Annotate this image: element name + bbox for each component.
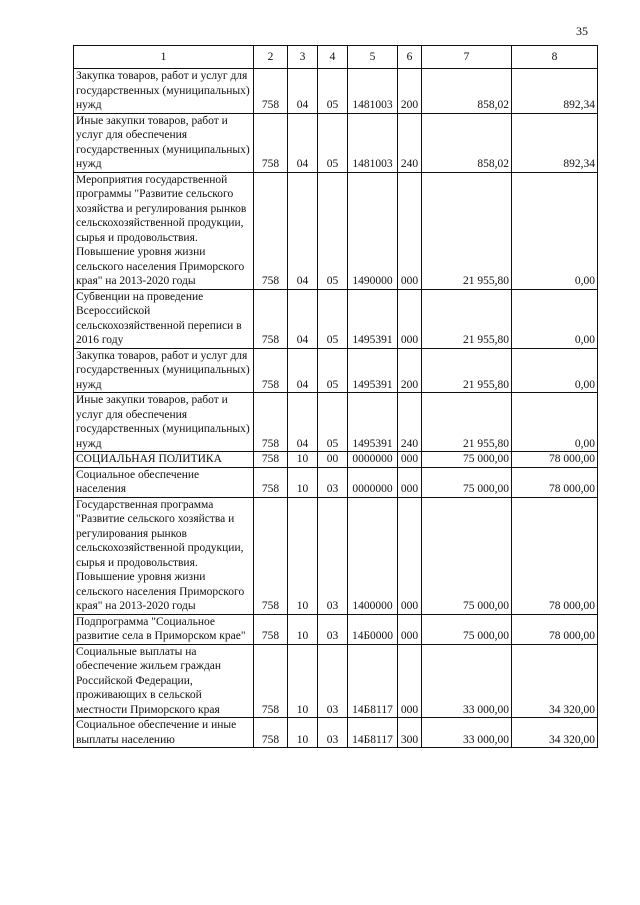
expense-type-cell: 200 <box>398 348 422 393</box>
table-row <box>74 172 598 289</box>
target-code-cell: 1400000 <box>348 497 398 614</box>
section-code-cell: 04 <box>288 348 318 393</box>
expense-type-cell: 300 <box>398 718 422 748</box>
target-code-cell: 1490000 <box>348 172 398 289</box>
subsection-code-cell: 05 <box>318 393 348 452</box>
amount-col8-cell: 78 000,00 <box>512 467 598 497</box>
section-code-cell: 04 <box>288 289 318 348</box>
target-code-cell: 0000000 <box>348 452 398 468</box>
amount-col7-cell: 75 000,00 <box>422 452 512 468</box>
expense-type-cell: 000 <box>398 467 422 497</box>
amount-col7-cell: 75 000,00 <box>422 497 512 614</box>
amount-col8-cell: 892,34 <box>512 113 598 172</box>
table-row <box>74 69 598 114</box>
amount-col8-cell: 892,34 <box>512 69 598 114</box>
amount-col7-cell: 21 955,80 <box>422 348 512 393</box>
row-name-cell: Подпрограмма "Социальное развитие села в Приморском крае" <box>74 614 254 644</box>
amount-col8-cell: 34 320,00 <box>512 644 598 718</box>
amount-col7-cell: 21 955,80 <box>422 172 512 289</box>
row-name-cell: Иные закупки товаров, работ и услуг для обеспечения государственных (муниципальных) нужд <box>74 393 254 452</box>
page-number: 35 <box>576 24 588 38</box>
ministry-code-cell: 758 <box>254 718 288 748</box>
table-row <box>74 497 598 614</box>
amount-col8-cell: 78 000,00 <box>512 452 598 468</box>
amount-col8-cell: 0,00 <box>512 348 598 393</box>
subsection-code-cell: 00 <box>318 452 348 468</box>
row-name-cell: Социальное обеспечение и иные выплаты населению <box>74 718 254 748</box>
row-name-cell: Субвенции на проведение Всероссийской сельскохозяйственной переписи в 2016 году <box>74 289 254 348</box>
amount-col7-cell: 21 955,80 <box>422 393 512 452</box>
subsection-code-cell: 03 <box>318 497 348 614</box>
header-cell: 4 <box>318 46 348 69</box>
row-name-cell: Мероприятия государственной программы "Развитие сельского хозяйства и регулирования рынков сельскохозяйственной продукции, сырья и продовольствия. Повышение уровня жизни сельского населения Приморского края" на 2013-2020 годы <box>74 172 254 289</box>
table-row <box>74 644 598 718</box>
section-code-cell: 10 <box>288 452 318 468</box>
table-row <box>74 452 598 468</box>
target-code-cell: 1481003 <box>348 113 398 172</box>
ministry-code-cell: 758 <box>254 113 288 172</box>
ministry-code-cell: 758 <box>254 289 288 348</box>
amount-col8-cell: 78 000,00 <box>512 497 598 614</box>
expense-type-cell: 240 <box>398 113 422 172</box>
target-code-cell: 14Б8117 <box>348 644 398 718</box>
table-row <box>74 393 598 452</box>
target-code-cell: 1495391 <box>348 393 398 452</box>
expense-type-cell: 000 <box>398 172 422 289</box>
expense-type-cell: 240 <box>398 393 422 452</box>
row-name-cell: СОЦИАЛЬНАЯ ПОЛИТИКА <box>74 452 254 468</box>
ministry-code-cell: 758 <box>254 614 288 644</box>
amount-col8-cell: 34 320,00 <box>512 718 598 748</box>
header-cell: 7 <box>422 46 512 69</box>
expense-type-cell: 000 <box>398 644 422 718</box>
amount-col8-cell: 0,00 <box>512 172 598 289</box>
subsection-code-cell: 05 <box>318 69 348 114</box>
amount-col7-cell: 33 000,00 <box>422 718 512 748</box>
subsection-code-cell: 03 <box>318 718 348 748</box>
header-cell: 2 <box>254 46 288 69</box>
subsection-code-cell: 05 <box>318 289 348 348</box>
row-name-cell: Иные закупки товаров, работ и услуг для обеспечения государственных (муниципальных) нужд <box>74 113 254 172</box>
table-row <box>74 348 598 393</box>
header-cell: 8 <box>512 46 598 69</box>
row-name-cell: Государственная программа "Развитие сельского хозяйства и регулирования рынков сельскохозяйственной продукции, сырья и продовольствия. Повышение уровня жизни сельского населения Приморского края" на 2013-2020 годы <box>74 497 254 614</box>
header-cell: 6 <box>398 46 422 69</box>
section-code-cell: 04 <box>288 172 318 289</box>
ministry-code-cell: 758 <box>254 393 288 452</box>
subsection-code-cell: 05 <box>318 113 348 172</box>
header-cell: 5 <box>348 46 398 69</box>
section-code-cell: 10 <box>288 614 318 644</box>
section-code-cell: 10 <box>288 467 318 497</box>
table-row <box>74 289 598 348</box>
amount-col7-cell: 858,02 <box>422 69 512 114</box>
amount-col7-cell: 21 955,80 <box>422 289 512 348</box>
ministry-code-cell: 758 <box>254 497 288 614</box>
section-code-cell: 04 <box>288 113 318 172</box>
table-row <box>74 467 598 497</box>
amount-col7-cell: 75 000,00 <box>422 467 512 497</box>
ministry-code-cell: 758 <box>254 348 288 393</box>
target-code-cell: 1495391 <box>348 289 398 348</box>
ministry-code-cell: 758 <box>254 452 288 468</box>
amount-col7-cell: 858,02 <box>422 113 512 172</box>
ministry-code-cell: 758 <box>254 172 288 289</box>
section-code-cell: 10 <box>288 718 318 748</box>
expense-type-cell: 000 <box>398 452 422 468</box>
expense-type-cell: 000 <box>398 289 422 348</box>
section-code-cell: 10 <box>288 644 318 718</box>
subsection-code-cell: 03 <box>318 467 348 497</box>
row-name-cell: Социальное обеспечение населения <box>74 467 254 497</box>
table-row <box>74 718 598 748</box>
header-cell: 1 <box>74 46 254 69</box>
subsection-code-cell: 05 <box>318 172 348 289</box>
expense-type-cell: 200 <box>398 69 422 114</box>
subsection-code-cell: 03 <box>318 614 348 644</box>
amount-col7-cell: 33 000,00 <box>422 644 512 718</box>
section-code-cell: 04 <box>288 393 318 452</box>
ministry-code-cell: 758 <box>254 644 288 718</box>
header-cell: 3 <box>288 46 318 69</box>
table-row <box>74 614 598 644</box>
header-row <box>74 46 598 69</box>
section-code-cell: 10 <box>288 497 318 614</box>
subsection-code-cell: 05 <box>318 348 348 393</box>
amount-col7-cell: 75 000,00 <box>422 614 512 644</box>
amount-col8-cell: 0,00 <box>512 289 598 348</box>
row-name-cell: Закупка товаров, работ и услуг для государственных (муниципальных) нужд <box>74 69 254 114</box>
row-name-cell: Закупка товаров, работ и услуг для государственных (муниципальных) нужд <box>74 348 254 393</box>
target-code-cell: 0000000 <box>348 467 398 497</box>
target-code-cell: 14Б8117 <box>348 718 398 748</box>
expense-type-cell: 000 <box>398 497 422 614</box>
budget-table <box>73 45 598 748</box>
section-code-cell: 04 <box>288 69 318 114</box>
row-name-cell: Социальные выплаты на обеспечение жильем граждан Российской Федерации, проживающих в сельской местности Приморского края <box>74 644 254 718</box>
expense-type-cell: 000 <box>398 614 422 644</box>
ministry-code-cell: 758 <box>254 467 288 497</box>
ministry-code-cell: 758 <box>254 69 288 114</box>
subsection-code-cell: 03 <box>318 644 348 718</box>
target-code-cell: 1481003 <box>348 69 398 114</box>
amount-col8-cell: 0,00 <box>512 393 598 452</box>
target-code-cell: 1495391 <box>348 348 398 393</box>
table-row <box>74 113 598 172</box>
amount-col8-cell: 78 000,00 <box>512 614 598 644</box>
target-code-cell: 14Б0000 <box>348 614 398 644</box>
